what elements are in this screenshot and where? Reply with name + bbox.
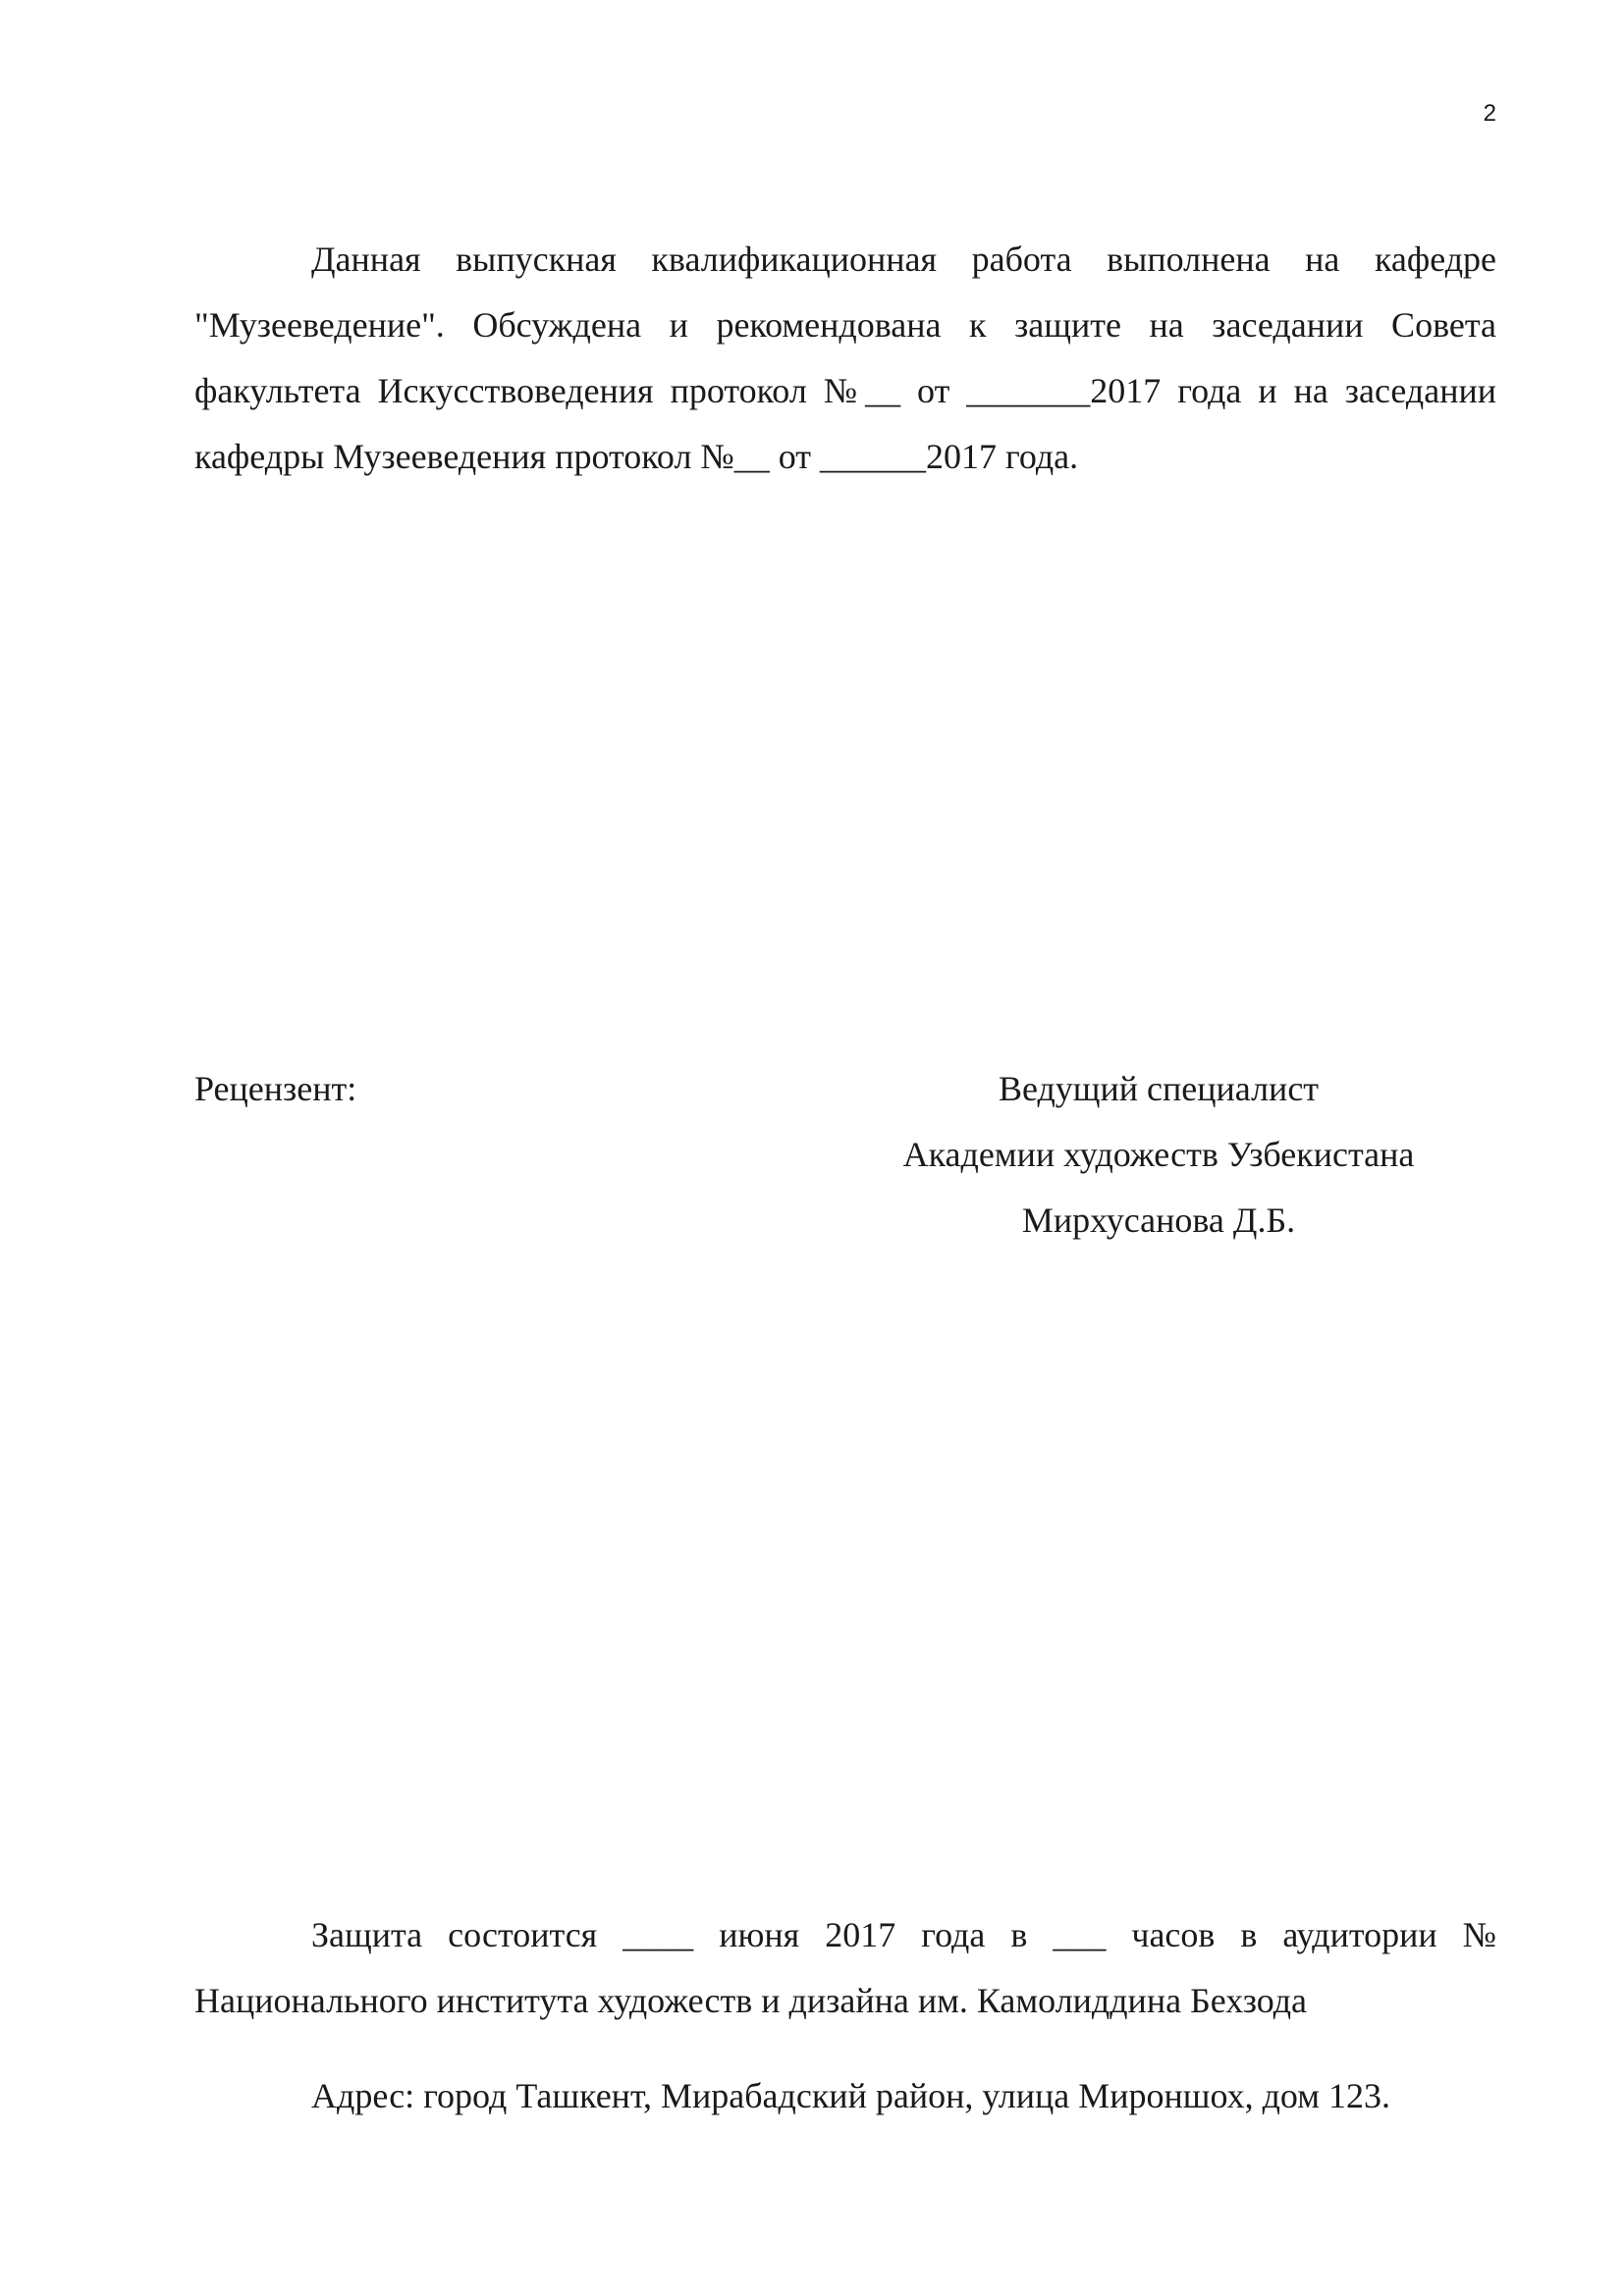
reviewer-label: Рецензент:: [194, 1069, 357, 1108]
reviewer-name: Мирхусанова Д.Б.: [1021, 1201, 1296, 1240]
defense-paragraph: Защита состоится ____ июня 2017 года в ___ часов в аудитории № Национального института художеств и дизайна им. Камолиддина Бехзода: [194, 1915, 1496, 2020]
reviewer-organization: Академии художеств Узбекистана: [902, 1135, 1415, 1174]
reviewer-position: Ведущий специалист: [998, 1069, 1320, 1108]
page-number: 2: [1483, 100, 1496, 127]
address-line: Адрес: город Ташкент, Мирабадский район, улица Мироншох, дом 123.: [311, 2076, 1391, 2115]
reviewer-info: [844, 1056, 1473, 1254]
approval-paragraph: Данная выпускная квалификационная работа выполнена на кафедре "Музееведение". Обсуждена и рекомендована к защите на заседании Совета факультета Искусствоведения протокол №__ от _______2017 года и на заседании кафедры Музееведения протокол №__ от ______2017 года.: [194, 240, 1496, 476]
